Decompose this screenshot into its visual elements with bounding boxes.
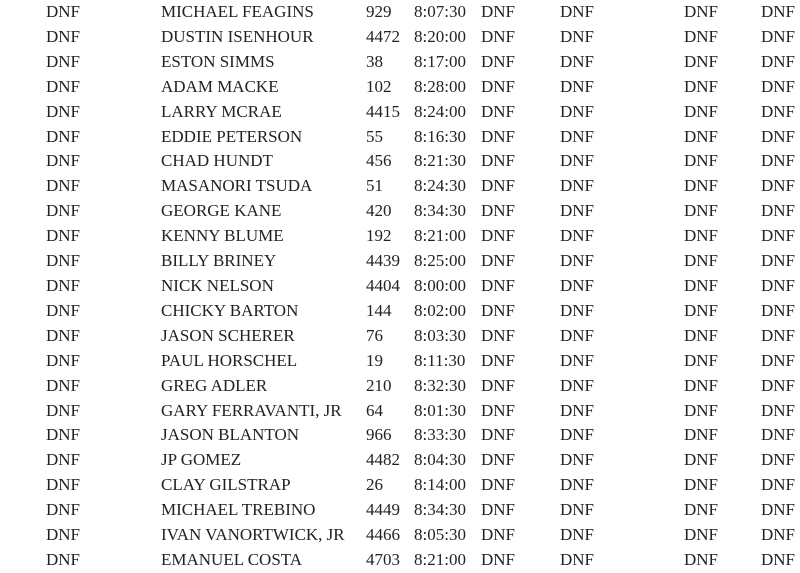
bib-number-cell: 144	[366, 300, 392, 320]
split-2-cell: DNF	[560, 126, 595, 146]
runner-name-cell: CLAY GILSTRAP	[161, 475, 291, 495]
split-4-cell: DNF	[761, 525, 796, 545]
split-3-cell: DNF	[684, 425, 719, 445]
split-3-cell: DNF	[684, 251, 719, 271]
runner-name-cell: JP GOMEZ	[161, 450, 242, 470]
split-2-cell: DNF	[560, 151, 595, 171]
split-3-cell: DNF	[684, 201, 719, 221]
place-cell: DNF	[46, 76, 81, 96]
runner-name-cell: LARRY MCRAE	[161, 101, 282, 121]
runner-name-cell: CHAD HUNDT	[161, 151, 273, 171]
bib-number-cell: 420	[366, 201, 392, 221]
runner-name-cell: MICHAEL TREBINO	[161, 500, 316, 520]
split-1-cell: DNF	[481, 226, 516, 246]
split-1-cell: DNF	[481, 2, 516, 21]
runner-name-cell: GREG ADLER	[161, 375, 268, 395]
runner-name-cell: BILLY BRINEY	[161, 251, 277, 271]
bib-number-cell: 4703	[366, 549, 400, 569]
time-cell: 8:21:30	[414, 151, 466, 171]
split-2-cell: DNF	[560, 26, 595, 46]
time-cell: 8:20:00	[414, 26, 466, 46]
split-3-cell: DNF	[684, 350, 719, 370]
time-cell: 8:05:30	[414, 525, 466, 545]
split-1-cell: DNF	[481, 26, 516, 46]
split-4-cell: DNF	[761, 425, 796, 445]
split-3-cell: DNF	[684, 300, 719, 320]
split-3-cell: DNF	[684, 525, 719, 545]
time-cell: 8:32:30	[414, 375, 466, 395]
runner-name-cell: EDDIE PETERSON	[161, 126, 303, 146]
place-cell: DNF	[46, 525, 81, 545]
time-cell: 8:04:30	[414, 450, 466, 470]
split-3-cell: DNF	[684, 226, 719, 246]
runner-name-cell: MICHAEL FEAGINS	[161, 2, 314, 21]
time-cell: 8:34:30	[414, 500, 466, 520]
split-1-cell: DNF	[481, 76, 516, 96]
time-cell: 8:16:30	[414, 126, 466, 146]
place-cell: DNF	[46, 101, 81, 121]
split-4-cell: DNF	[761, 26, 796, 46]
place-cell: DNF	[46, 226, 81, 246]
table-row	[0, 473, 800, 498]
split-4-cell: DNF	[761, 475, 796, 495]
split-2-cell: DNF	[560, 450, 595, 470]
place-cell: DNF	[46, 51, 81, 71]
split-2-cell: DNF	[560, 201, 595, 221]
split-4-cell: DNF	[761, 2, 796, 21]
split-2-cell: DNF	[560, 76, 595, 96]
table-row	[0, 423, 800, 448]
table-row	[0, 249, 800, 274]
time-cell: 8:07:30	[414, 2, 466, 21]
split-1-cell: DNF	[481, 126, 516, 146]
table-row	[0, 548, 800, 573]
table-row	[0, 374, 800, 399]
split-2-cell: DNF	[560, 251, 595, 271]
split-1-cell: DNF	[481, 151, 516, 171]
split-3-cell: DNF	[684, 325, 719, 345]
split-1-cell: DNF	[481, 350, 516, 370]
bib-number-cell: 76	[366, 325, 383, 345]
place-cell: DNF	[46, 201, 81, 221]
split-1-cell: DNF	[481, 375, 516, 395]
bib-number-cell: 929	[366, 2, 392, 21]
split-4-cell: DNF	[761, 350, 796, 370]
table-row	[0, 299, 800, 324]
split-4-cell: DNF	[761, 325, 796, 345]
split-3-cell: DNF	[684, 76, 719, 96]
place-cell: DNF	[46, 400, 81, 420]
split-4-cell: DNF	[761, 126, 796, 146]
bib-number-cell: 4415	[366, 101, 400, 121]
table-row	[0, 125, 800, 150]
bib-number-cell: 4439	[366, 251, 400, 271]
runner-name-cell: ADAM MACKE	[161, 76, 279, 96]
place-cell: DNF	[46, 325, 81, 345]
time-cell: 8:00:00	[414, 275, 466, 295]
table-row	[0, 523, 800, 548]
split-4-cell: DNF	[761, 226, 796, 246]
table-row	[0, 274, 800, 299]
split-2-cell: DNF	[560, 2, 595, 21]
bib-number-cell: 192	[366, 226, 392, 246]
split-2-cell: DNF	[560, 325, 595, 345]
split-2-cell: DNF	[560, 375, 595, 395]
split-2-cell: DNF	[560, 350, 595, 370]
time-cell: 8:21:00	[414, 549, 466, 569]
place-cell: DNF	[46, 2, 81, 21]
split-2-cell: DNF	[560, 275, 595, 295]
split-1-cell: DNF	[481, 450, 516, 470]
table-row	[0, 174, 800, 199]
table-row	[0, 199, 800, 224]
split-2-cell: DNF	[560, 425, 595, 445]
bib-number-cell: 64	[366, 400, 383, 420]
bib-number-cell: 4449	[366, 500, 400, 520]
split-1-cell: DNF	[481, 425, 516, 445]
runner-name-cell: JASON BLANTON	[161, 425, 300, 445]
place-cell: DNF	[46, 26, 81, 46]
table-row	[0, 448, 800, 473]
place-cell: DNF	[46, 251, 81, 271]
split-4-cell: DNF	[761, 450, 796, 470]
split-3-cell: DNF	[684, 549, 719, 569]
split-4-cell: DNF	[761, 251, 796, 271]
split-1-cell: DNF	[481, 325, 516, 345]
split-3-cell: DNF	[684, 176, 719, 196]
split-3-cell: DNF	[684, 500, 719, 520]
table-row	[0, 349, 800, 374]
runner-name-cell: KENNY BLUME	[161, 226, 284, 246]
split-3-cell: DNF	[684, 2, 719, 21]
split-3-cell: DNF	[684, 26, 719, 46]
split-4-cell: DNF	[761, 101, 796, 121]
split-1-cell: DNF	[481, 400, 516, 420]
split-2-cell: DNF	[560, 500, 595, 520]
runner-name-cell: EMANUEL COSTA	[161, 549, 303, 569]
split-4-cell: DNF	[761, 300, 796, 320]
split-1-cell: DNF	[481, 300, 516, 320]
time-cell: 8:24:00	[414, 101, 466, 121]
bib-number-cell: 4472	[366, 26, 400, 46]
table-row	[0, 75, 800, 100]
runner-name-cell: DUSTIN ISENHOUR	[161, 26, 314, 46]
split-4-cell: DNF	[761, 275, 796, 295]
split-3-cell: DNF	[684, 126, 719, 146]
split-1-cell: DNF	[481, 251, 516, 271]
bib-number-cell: 19	[366, 350, 383, 370]
place-cell: DNF	[46, 475, 81, 495]
time-cell: 8:24:30	[414, 176, 466, 196]
place-cell: DNF	[46, 151, 81, 171]
split-1-cell: DNF	[481, 275, 516, 295]
split-3-cell: DNF	[684, 400, 719, 420]
split-4-cell: DNF	[761, 201, 796, 221]
table-row	[0, 498, 800, 523]
runner-name-cell: GARY FERRAVANTI, JR	[161, 400, 342, 420]
split-3-cell: DNF	[684, 475, 719, 495]
split-4-cell: DNF	[761, 549, 796, 569]
split-2-cell: DNF	[560, 51, 595, 71]
bib-number-cell: 4482	[366, 450, 400, 470]
table-row	[0, 50, 800, 75]
runner-name-cell: ESTON SIMMS	[161, 51, 275, 71]
split-4-cell: DNF	[761, 76, 796, 96]
split-4-cell: DNF	[761, 151, 796, 171]
split-4-cell: DNF	[761, 375, 796, 395]
split-3-cell: DNF	[684, 450, 719, 470]
time-cell: 8:33:30	[414, 425, 466, 445]
table-row	[0, 25, 800, 50]
split-3-cell: DNF	[684, 51, 719, 71]
time-cell: 8:01:30	[414, 400, 466, 420]
bib-number-cell: 966	[366, 425, 392, 445]
bib-number-cell: 102	[366, 76, 392, 96]
runner-name-cell: CHICKY BARTON	[161, 300, 299, 320]
place-cell: DNF	[46, 375, 81, 395]
table-row	[0, 224, 800, 249]
bib-number-cell: 210	[366, 375, 392, 395]
split-4-cell: DNF	[761, 51, 796, 71]
time-cell: 8:02:00	[414, 300, 466, 320]
place-cell: DNF	[46, 425, 81, 445]
table-row	[0, 0, 800, 25]
table-row	[0, 149, 800, 174]
split-2-cell: DNF	[560, 400, 595, 420]
split-1-cell: DNF	[481, 201, 516, 221]
split-3-cell: DNF	[684, 101, 719, 121]
runner-name-cell: GEORGE KANE	[161, 201, 282, 221]
bib-number-cell: 55	[366, 126, 383, 146]
time-cell: 8:28:00	[414, 76, 466, 96]
time-cell: 8:21:00	[414, 226, 466, 246]
split-4-cell: DNF	[761, 176, 796, 196]
split-2-cell: DNF	[560, 176, 595, 196]
split-2-cell: DNF	[560, 475, 595, 495]
place-cell: DNF	[46, 275, 81, 295]
table-row	[0, 100, 800, 125]
bib-number-cell: 26	[366, 475, 383, 495]
place-cell: DNF	[46, 350, 81, 370]
table-row	[0, 324, 800, 349]
split-2-cell: DNF	[560, 101, 595, 121]
split-4-cell: DNF	[761, 400, 796, 420]
time-cell: 8:03:30	[414, 325, 466, 345]
runner-name-cell: PAUL HORSCHEL	[161, 350, 298, 370]
split-1-cell: DNF	[481, 101, 516, 121]
place-cell: DNF	[46, 500, 81, 520]
time-cell: 8:25:00	[414, 251, 466, 271]
bib-number-cell: 456	[366, 151, 392, 171]
time-cell: 8:11:30	[414, 350, 466, 370]
time-cell: 8:17:00	[414, 51, 466, 71]
split-1-cell: DNF	[481, 500, 516, 520]
place-cell: DNF	[46, 176, 81, 196]
split-3-cell: DNF	[684, 275, 719, 295]
split-1-cell: DNF	[481, 51, 516, 71]
runner-name-cell: MASANORI TSUDA	[161, 176, 313, 196]
split-1-cell: DNF	[481, 176, 516, 196]
split-1-cell: DNF	[481, 525, 516, 545]
time-cell: 8:34:30	[414, 201, 466, 221]
place-cell: DNF	[46, 549, 81, 569]
split-2-cell: DNF	[560, 226, 595, 246]
split-2-cell: DNF	[560, 300, 595, 320]
split-2-cell: DNF	[560, 549, 595, 569]
place-cell: DNF	[46, 300, 81, 320]
place-cell: DNF	[46, 450, 81, 470]
runner-name-cell: IVAN VANORTWICK, JR	[161, 525, 345, 545]
split-1-cell: DNF	[481, 475, 516, 495]
split-2-cell: DNF	[560, 525, 595, 545]
time-cell: 8:14:00	[414, 475, 466, 495]
place-cell: DNF	[46, 126, 81, 146]
split-1-cell: DNF	[481, 549, 516, 569]
bib-number-cell: 51	[366, 176, 383, 196]
bib-number-cell: 4466	[366, 525, 400, 545]
bib-number-cell: 4404	[366, 275, 400, 295]
runner-name-cell: JASON SCHERER	[161, 325, 295, 345]
split-4-cell: DNF	[761, 500, 796, 520]
bib-number-cell: 38	[366, 51, 383, 71]
runner-name-cell: NICK NELSON	[161, 275, 274, 295]
split-3-cell: DNF	[684, 375, 719, 395]
split-3-cell: DNF	[684, 151, 719, 171]
table-row	[0, 399, 800, 424]
